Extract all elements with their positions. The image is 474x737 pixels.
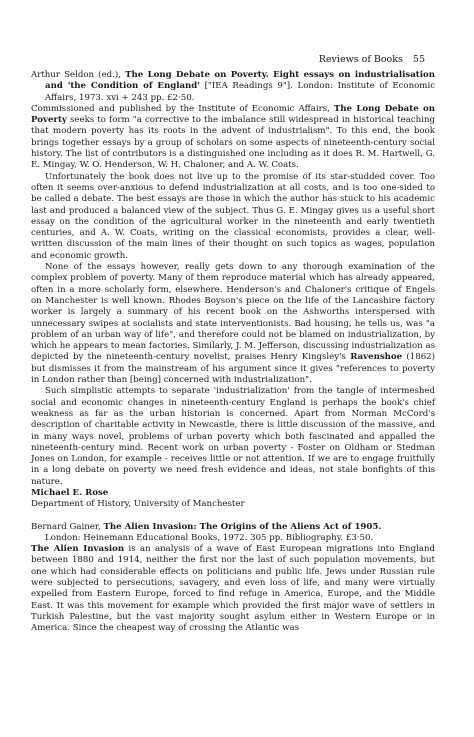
book-title-inline: The Alien Invasion xyxy=(31,544,125,555)
review1-paragraph-4: Such simplistic attempts to separate 'industrialization' from the tangle of intermeshed social and economic changes in nineteenth-century England is perhaps the book's chief weakness as far as the urban historian is concerned. Apart from Norman McCord's description of charitable activity in Newcastle, there is little discussion of the massive, and in many ways novel, problems of urban poverty which both fascinated and appalled the nineteenth-century mind. Recent work on urban poverty - Foster on Oldham or Stedman Jones on London, for example - receives little or not attention. If we are to engage fruitfully in a long debate on poverty we need fresh evidence and ideas, not stale bonfights of this nature. xyxy=(31,386,435,487)
running-header xyxy=(319,54,425,65)
review1-author: Arthur Seldon (ed.), xyxy=(31,70,126,80)
section-gap xyxy=(31,511,435,522)
book-title-inline: Ravenshoe xyxy=(350,352,403,363)
text: None of the essays however, really gets down to any thorough examination of the complex problem of poverty. Many of them reproduce material which has already appeared, often in a more scholarly form, elsewhere. Henderson's and Chaloner's critique of Engels on Manchester is well known. Rhodes Boyson's piece on the life of the Lancashire factory worker is largely a summary of his recent book on the Ashworths interspersed with unnecessary swipes at socialists and state interventionists. Bad housing, he tells us, was "a problem of an urban way of life", and therefore could not be blamed on industrialization, by which he appears to mean factories. Similarly, J. M. Jefferson, discussing industrialization as depicted by the nineteenth-century novelist, praises Henry Kingsley's xyxy=(31,262,435,363)
review2-publication: London: Heinemann Educational Books, 1972. 305 pp. Bibliography. £3·50. xyxy=(45,532,374,543)
review2-author: Bernard Gainer, xyxy=(31,521,104,532)
review1-affiliation: Department of History, University of Manchester xyxy=(31,499,245,510)
review1-paragraph-1 xyxy=(31,104,435,172)
review1-reviewer: Michael E. Rose xyxy=(31,487,109,498)
review1-citation xyxy=(31,70,435,104)
review1-book-title: The Long Debate on Poverty. Eight essays on industrialisation and 'the Condition of England' xyxy=(45,70,435,92)
review2-citation-line xyxy=(31,522,435,533)
review1-publication: ["IEA Readings 9"]. London: Institute of Economic Affairs, 1973. xvi + 243 pp. £2·50. xyxy=(45,81,436,103)
text: Commissioned and published by the Institute of Economic Affairs, xyxy=(31,103,334,114)
text: seeks to form "a corrective to the imbalance still widespread in historical teaching that modern poverty has its roots in the advent of industrialism". To this end, the book brings together essays by a group of scholars on some aspects of nineteenth-century social history. The list of contributors is a distinguished one including as it does R. M. Hartwell, G. E. Mingay, W. O. Henderson, W. H. Chaloner, and A. W. Coats. xyxy=(31,115,435,171)
running-title: Reviews of Books xyxy=(318,54,403,65)
review1-paragraph-3 xyxy=(31,262,435,386)
review2-paragraph-1 xyxy=(31,544,435,634)
review2-book-title: The Alien Invasion: The Origins of the Aliens Act of 1905. xyxy=(103,521,382,532)
text: (1862) but dismisses it from the mainstream of his argument since it gives "references to poverty in London rather than [being] concerned with industrialization". xyxy=(31,352,435,386)
review1-paragraph-2: Unfortunately the book does not live up to the promise of its star-studded cover. Too often it seems over-anxious to defend industrialization at all costs, and is too one-sided to be called a debate. The best essays are those in which the author has stuck to his academic last and produced a balanced view of the subject. Thus G. E. Mingay gives us a useful short essay on the condition of the agricultural worker in the nineteenth and early twentieth centuries, and A. W. Coats, writing on the classical economists, provides a clear, well-written discussion of the main lines of their thought on such topics as wages, population and economic growth. xyxy=(31,171,435,261)
page-body xyxy=(31,70,435,635)
text: is an analysis of a wave of East European migrations into England between 1880 and 1914, neither the first nor the last of such population movements, but one which had considerable effects on politicians and public life. Jews under Russian rule were subjected to persecutions, savagery, and even loss of life, and many were virtually expelled from Eastern Europe, forced to find refuge in America, Europe, and the Middle East. It was this movement for example which provided the first major wave of settlers in Turkish Palestine, but the vast majority sought asylum either in Western Europe or in America. Since the cheapest way of crossing the Atlantic was xyxy=(31,544,436,634)
page-number: 55 xyxy=(412,54,425,65)
book-title-inline: The Long Debate on Poverty xyxy=(31,103,435,126)
